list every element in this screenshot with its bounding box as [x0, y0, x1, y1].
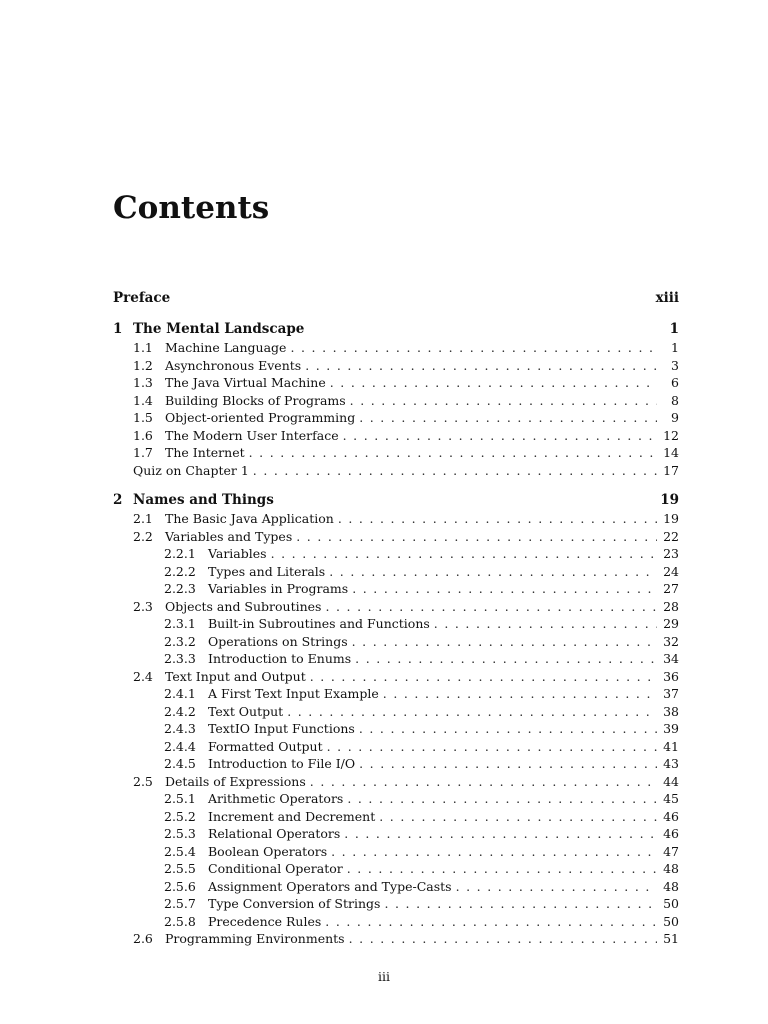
table-of-contents [113, 288, 679, 948]
toc-entry-page: 50 [663, 896, 679, 911]
toc-entry-number: 2.5.6 [164, 878, 196, 894]
toc-dot-leader [379, 808, 657, 826]
toc-entry-title: Formatted Output [208, 738, 323, 754]
toc-dot-leader [384, 895, 657, 913]
toc-entry-title: Details of Expressions [165, 773, 306, 789]
toc-entry-page: 39 [663, 721, 679, 736]
toc-entry-number: 2.3.1 [164, 616, 196, 631]
toc-dot-leader [329, 563, 657, 581]
toc-dot-leader [456, 878, 657, 896]
toc-entry-sub [113, 580, 679, 598]
toc-entry-sub [113, 685, 679, 703]
toc-entry-page: 45 [663, 791, 679, 806]
toc-entry-sub [113, 913, 679, 931]
toc-dot-leader [359, 755, 657, 773]
toc-entry-number: 2.5.8 [164, 913, 196, 929]
toc-entry-sub [113, 825, 679, 843]
toc-entry-page: 47 [663, 843, 679, 859]
toc-entry-number: 2.4.2 [164, 703, 196, 719]
toc-entry-number: 2.2.1 [164, 546, 196, 561]
toc-entry-page: 48 [663, 861, 679, 876]
toc-entry-sub [113, 755, 679, 773]
toc-dot-leader [271, 545, 657, 563]
toc-entry-number: 2.4 [133, 668, 153, 684]
toc-entry-number: 2.4.3 [164, 721, 196, 736]
toc-entry-page: 27 [663, 581, 679, 596]
toc-entry-number: 2.5.2 [164, 808, 196, 824]
toc-entry-title: Boolean Operators [208, 843, 328, 859]
toc-entry-chapter [113, 490, 679, 510]
toc-entry-page: 43 [663, 756, 679, 771]
toc-entry-sub [113, 878, 679, 896]
toc-dot-leader [352, 580, 657, 598]
toc-entry-title: Variables [208, 546, 267, 561]
toc-entry-title: Building Blocks of Programs [165, 392, 346, 408]
toc-entry-page: 51 [663, 931, 679, 946]
toc-dot-leader [290, 339, 657, 357]
toc-entry-page: 19 [660, 492, 679, 508]
toc-dot-leader [338, 510, 657, 528]
toc-dot-leader [327, 738, 657, 756]
toc-entry-page: 22 [663, 528, 679, 544]
toc-dot-leader [344, 825, 657, 843]
toc-entry-section [113, 930, 679, 948]
toc-entry-page: 46 [663, 826, 679, 841]
toc-dot-leader [350, 392, 657, 410]
toc-entry-title: Introduction to File I/O [208, 756, 356, 771]
toc-entry-page: 44 [663, 773, 679, 789]
toc-entry-title: A First Text Input Example [208, 686, 379, 701]
toc-entry-page: 8 [671, 392, 679, 408]
toc-entry-number: 1.2 [133, 357, 153, 373]
toc-entry-section [113, 598, 679, 616]
toc-entry-page: 12 [663, 427, 679, 443]
toc-entry-title: Precedence Rules [208, 913, 322, 929]
toc-dot-leader [359, 409, 657, 427]
toc-entry-number: 1.5 [133, 410, 153, 425]
toc-dot-leader [305, 357, 657, 375]
toc-entry-title: Relational Operators [208, 826, 341, 841]
toc-entry-number: 2.1 [133, 511, 153, 526]
toc-entry-page: 34 [663, 651, 679, 666]
toc-entry-page: 3 [671, 357, 679, 373]
toc-entry-title: Machine Language [165, 340, 287, 355]
toc-entry-title: Assignment Operators and Type-Casts [208, 878, 452, 894]
toc-dot-leader [352, 633, 657, 651]
toc-entry-title: Introduction to Enums [208, 651, 352, 666]
toc-dot-leader [347, 790, 657, 808]
toc-entry-title: Operations on Strings [208, 633, 348, 649]
toc-entry-number: 2.4.1 [164, 686, 196, 701]
toc-entry-sub [113, 703, 679, 721]
toc-entry-section [113, 374, 679, 392]
toc-dot-leader [347, 860, 657, 878]
toc-entry-section [113, 427, 679, 445]
toc-entry-title: Built-in Subroutines and Functions [208, 616, 430, 631]
toc-entry-title: The Basic Java Application [165, 511, 334, 526]
toc-entry-title: Variables in Programs [208, 581, 349, 596]
toc-dot-leader [310, 668, 657, 686]
toc-entry-number: 1.1 [133, 340, 153, 355]
toc-entry-sub [113, 633, 679, 651]
toc-entry-page: 36 [663, 668, 679, 684]
toc-entry-page: 37 [663, 686, 679, 701]
toc-entry-title: Programming Environments [165, 931, 345, 946]
toc-dot-leader [325, 913, 657, 931]
toc-entry-page: 6 [671, 375, 679, 390]
toc-dot-leader [383, 685, 657, 703]
toc-entry-number: 1.3 [133, 375, 153, 390]
toc-entry-number: 1 [113, 321, 123, 337]
toc-entry-number: 2.2.2 [164, 563, 196, 579]
toc-entry-page: 1 [671, 340, 679, 355]
toc-entry-title: Preface [113, 290, 171, 306]
page-title: Contents [113, 190, 270, 226]
toc-dot-leader [249, 444, 657, 462]
toc-dot-leader [330, 374, 657, 392]
toc-entry-title: Types and Literals [208, 563, 326, 579]
toc-entry-title: The Mental Landscape [133, 321, 305, 337]
toc-dot-leader [310, 773, 657, 791]
toc-dot-leader [359, 720, 657, 738]
toc-entry-page: 14 [663, 445, 679, 460]
toc-dot-leader [287, 703, 657, 721]
toc-entry-section [113, 357, 679, 375]
toc-entry-sub [113, 790, 679, 808]
toc-entry-sub [113, 545, 679, 563]
toc-dot-leader [296, 528, 657, 546]
toc-entry-page: 32 [663, 633, 679, 649]
toc-entry-title: Object-oriented Programming [165, 410, 356, 425]
toc-entry-title: Text Input and Output [165, 668, 306, 684]
toc-entry-title: Quiz on Chapter 1 [133, 462, 249, 478]
toc-entry-title: Type Conversion of Strings [208, 896, 381, 911]
toc-entry-sub [113, 720, 679, 738]
toc-dot-leader [355, 650, 657, 668]
toc-entry-page: 38 [663, 703, 679, 719]
toc-entry-number: 2.5.5 [164, 861, 196, 876]
toc-entry-number: 2.3.2 [164, 633, 196, 649]
toc-entry-page: 46 [663, 808, 679, 824]
toc-entry-section [113, 409, 679, 427]
toc-entry-section [113, 773, 679, 791]
toc-entry-page: 24 [663, 563, 679, 579]
toc-entry-title: Variables and Types [165, 528, 293, 544]
toc-entry-title: Text Output [208, 703, 284, 719]
toc-dot-leader [434, 615, 657, 633]
toc-entry-sub [113, 563, 679, 581]
toc-entry-title: Arithmetic Operators [208, 791, 344, 806]
toc-entry-number: 2.5.3 [164, 826, 196, 841]
toc-entry-title: The Internet [165, 445, 245, 460]
toc-entry-number: 2.5.1 [164, 791, 196, 806]
toc-entry-sub [113, 808, 679, 826]
toc-entry-chapter [113, 319, 679, 339]
toc-entry-page: 17 [663, 462, 679, 478]
toc-entry-title: Asynchronous Events [165, 357, 302, 373]
toc-entry-sub [113, 615, 679, 633]
toc-entry-title: The Java Virtual Machine [165, 375, 326, 390]
toc-entry-number: 2.3.3 [164, 651, 196, 666]
toc-entry-number: 1.6 [133, 427, 153, 443]
toc-entry-number: 2.4.4 [164, 738, 196, 754]
toc-entry-title: TextIO Input Functions [208, 721, 355, 736]
toc-entry-sub [113, 738, 679, 756]
toc-entry-quiz [113, 462, 679, 480]
toc-entry-number: 1.4 [133, 392, 153, 408]
toc-entry-page: 23 [663, 546, 679, 561]
toc-entry-title: Objects and Subroutines [165, 598, 322, 614]
toc-entry-sub [113, 895, 679, 913]
toc-entry-part [113, 288, 679, 308]
toc-entry-number: 2 [113, 492, 123, 508]
toc-entry-title: Conditional Operator [208, 861, 343, 876]
toc-entry-number: 1.7 [133, 445, 153, 460]
toc-entry-section [113, 510, 679, 528]
toc-entry-section [113, 444, 679, 462]
page-number: iii [378, 969, 390, 984]
toc-entry-number: 2.5.7 [164, 896, 196, 911]
toc-entry-page: 41 [663, 738, 679, 754]
toc-dot-leader [253, 462, 657, 480]
toc-entry-number: 2.3 [133, 598, 153, 614]
toc-entry-section [113, 528, 679, 546]
toc-dot-leader [349, 930, 657, 948]
toc-entry-number: 2.6 [133, 931, 153, 946]
toc-dot-leader [331, 843, 657, 861]
toc-entry-title: Names and Things [133, 492, 274, 508]
toc-entry-title: The Modern User Interface [165, 427, 339, 443]
toc-entry-title: Increment and Decrement [208, 808, 376, 824]
toc-dot-leader [325, 598, 657, 616]
toc-entry-page: 19 [663, 511, 679, 526]
toc-entry-number: 2.5.4 [164, 843, 196, 859]
toc-entry-page: 50 [663, 913, 679, 929]
toc-entry-page: 48 [663, 878, 679, 894]
toc-entry-number: 2.2.3 [164, 581, 196, 596]
toc-entry-section [113, 668, 679, 686]
toc-entry-page: xiii [655, 290, 679, 306]
toc-entry-sub [113, 860, 679, 878]
toc-entry-number: 2.4.5 [164, 756, 196, 771]
toc-entry-section [113, 392, 679, 410]
toc-entry-page: 1 [669, 321, 679, 337]
toc-entry-sub [113, 843, 679, 861]
toc-entry-page: 29 [663, 616, 679, 631]
toc-entry-section [113, 339, 679, 357]
toc-dot-leader [343, 427, 657, 445]
toc-entry-page: 28 [663, 598, 679, 614]
toc-entry-sub [113, 650, 679, 668]
toc-entry-number: 2.5 [133, 773, 153, 789]
toc-entry-page: 9 [671, 410, 679, 425]
toc-entry-number: 2.2 [133, 528, 153, 544]
